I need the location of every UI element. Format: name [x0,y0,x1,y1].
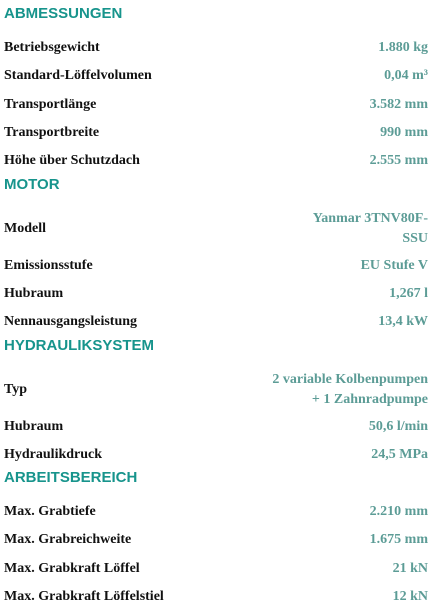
spec-value: 1.880 kg [378,40,428,55]
spec-value: 24,5 MPa [371,447,428,462]
spec-value: 2.555 mm [369,153,428,168]
spec-row-typ [4,370,428,410]
spec-value: 990 mm [380,125,428,140]
spec-row-nennausgangsleistung [4,312,428,332]
spec-value: 50,6 l/min [368,419,428,434]
spec-value: 3.582 mm [369,97,428,112]
spec-value: 13,4 kW [378,314,428,329]
spec-value: 1.675 mm [369,532,428,547]
spec-row-hoehe-schutzdach [4,151,428,171]
spec-label: Hubraum [4,419,64,434]
spec-label: Hubraum [4,286,64,301]
spec-row-hubraum-motor [4,284,428,304]
spec-label: Typ [4,382,28,397]
spec-row-hydraulikdruck [4,445,428,465]
spec-label: Transportbreite [4,125,100,140]
spec-row-emissionsstufe [4,256,428,276]
spec-label: Nennausgangsleistung [4,314,138,329]
spec-label: Betriebsgewicht [4,40,100,55]
spec-label: Standard-Löffelvolumen [4,68,152,83]
spec-row-transportbreite [4,123,428,143]
section-title-abmessungen: ABMESSUNGEN [4,5,123,22]
spec-row-transportlaenge [4,95,428,115]
spec-value: 1,267 l [389,286,428,301]
spec-row-grabkraft-loeffel [4,559,428,579]
spec-label: Hydraulikdruck [4,447,103,462]
spec-value: 12 kN [392,589,428,604]
spec-row-grabreichweite [4,530,428,550]
spec-value: 21 kN [392,561,428,576]
section-title-hydrauliksystem: HYDRAULIKSYSTEM [4,337,155,354]
spec-label: Max. Grabkraft Löffelstiel [4,589,164,604]
spec-value: 2.210 mm [369,504,428,519]
section-title-motor: MOTOR [4,176,60,193]
spec-label: Max. Grabtiefe [4,504,96,519]
spec-row-grabtiefe [4,502,428,522]
section-title-arbeitsbereich: ARBEITSBEREICH [4,469,138,486]
spec-row-betriebsgewicht [4,38,428,58]
spec-row-loeffelvolumen [4,66,428,86]
spec-value: 0,04 m³ [384,68,428,83]
spec-row-grabkraft-loeffelstiel [4,587,428,607]
spec-label: Höhe über Schutzdach [4,153,140,168]
spec-value: Yanmar 3TNV80F- SSU [312,211,428,246]
spec-row-modell [4,209,428,249]
spec-value: EU Stufe V [360,258,428,273]
spec-label: Modell [4,221,46,236]
spec-label: Transportlänge [4,97,97,112]
spec-value: 2 variable Kolbenpumpen + 1 Zahnradpumpe [272,372,428,407]
spec-label: Max. Grabreichweite [4,532,132,547]
spec-label: Max. Grabkraft Löffel [4,561,140,576]
spec-label: Emissionsstufe [4,258,93,273]
spec-row-hubraum-hydraulik [4,417,428,437]
